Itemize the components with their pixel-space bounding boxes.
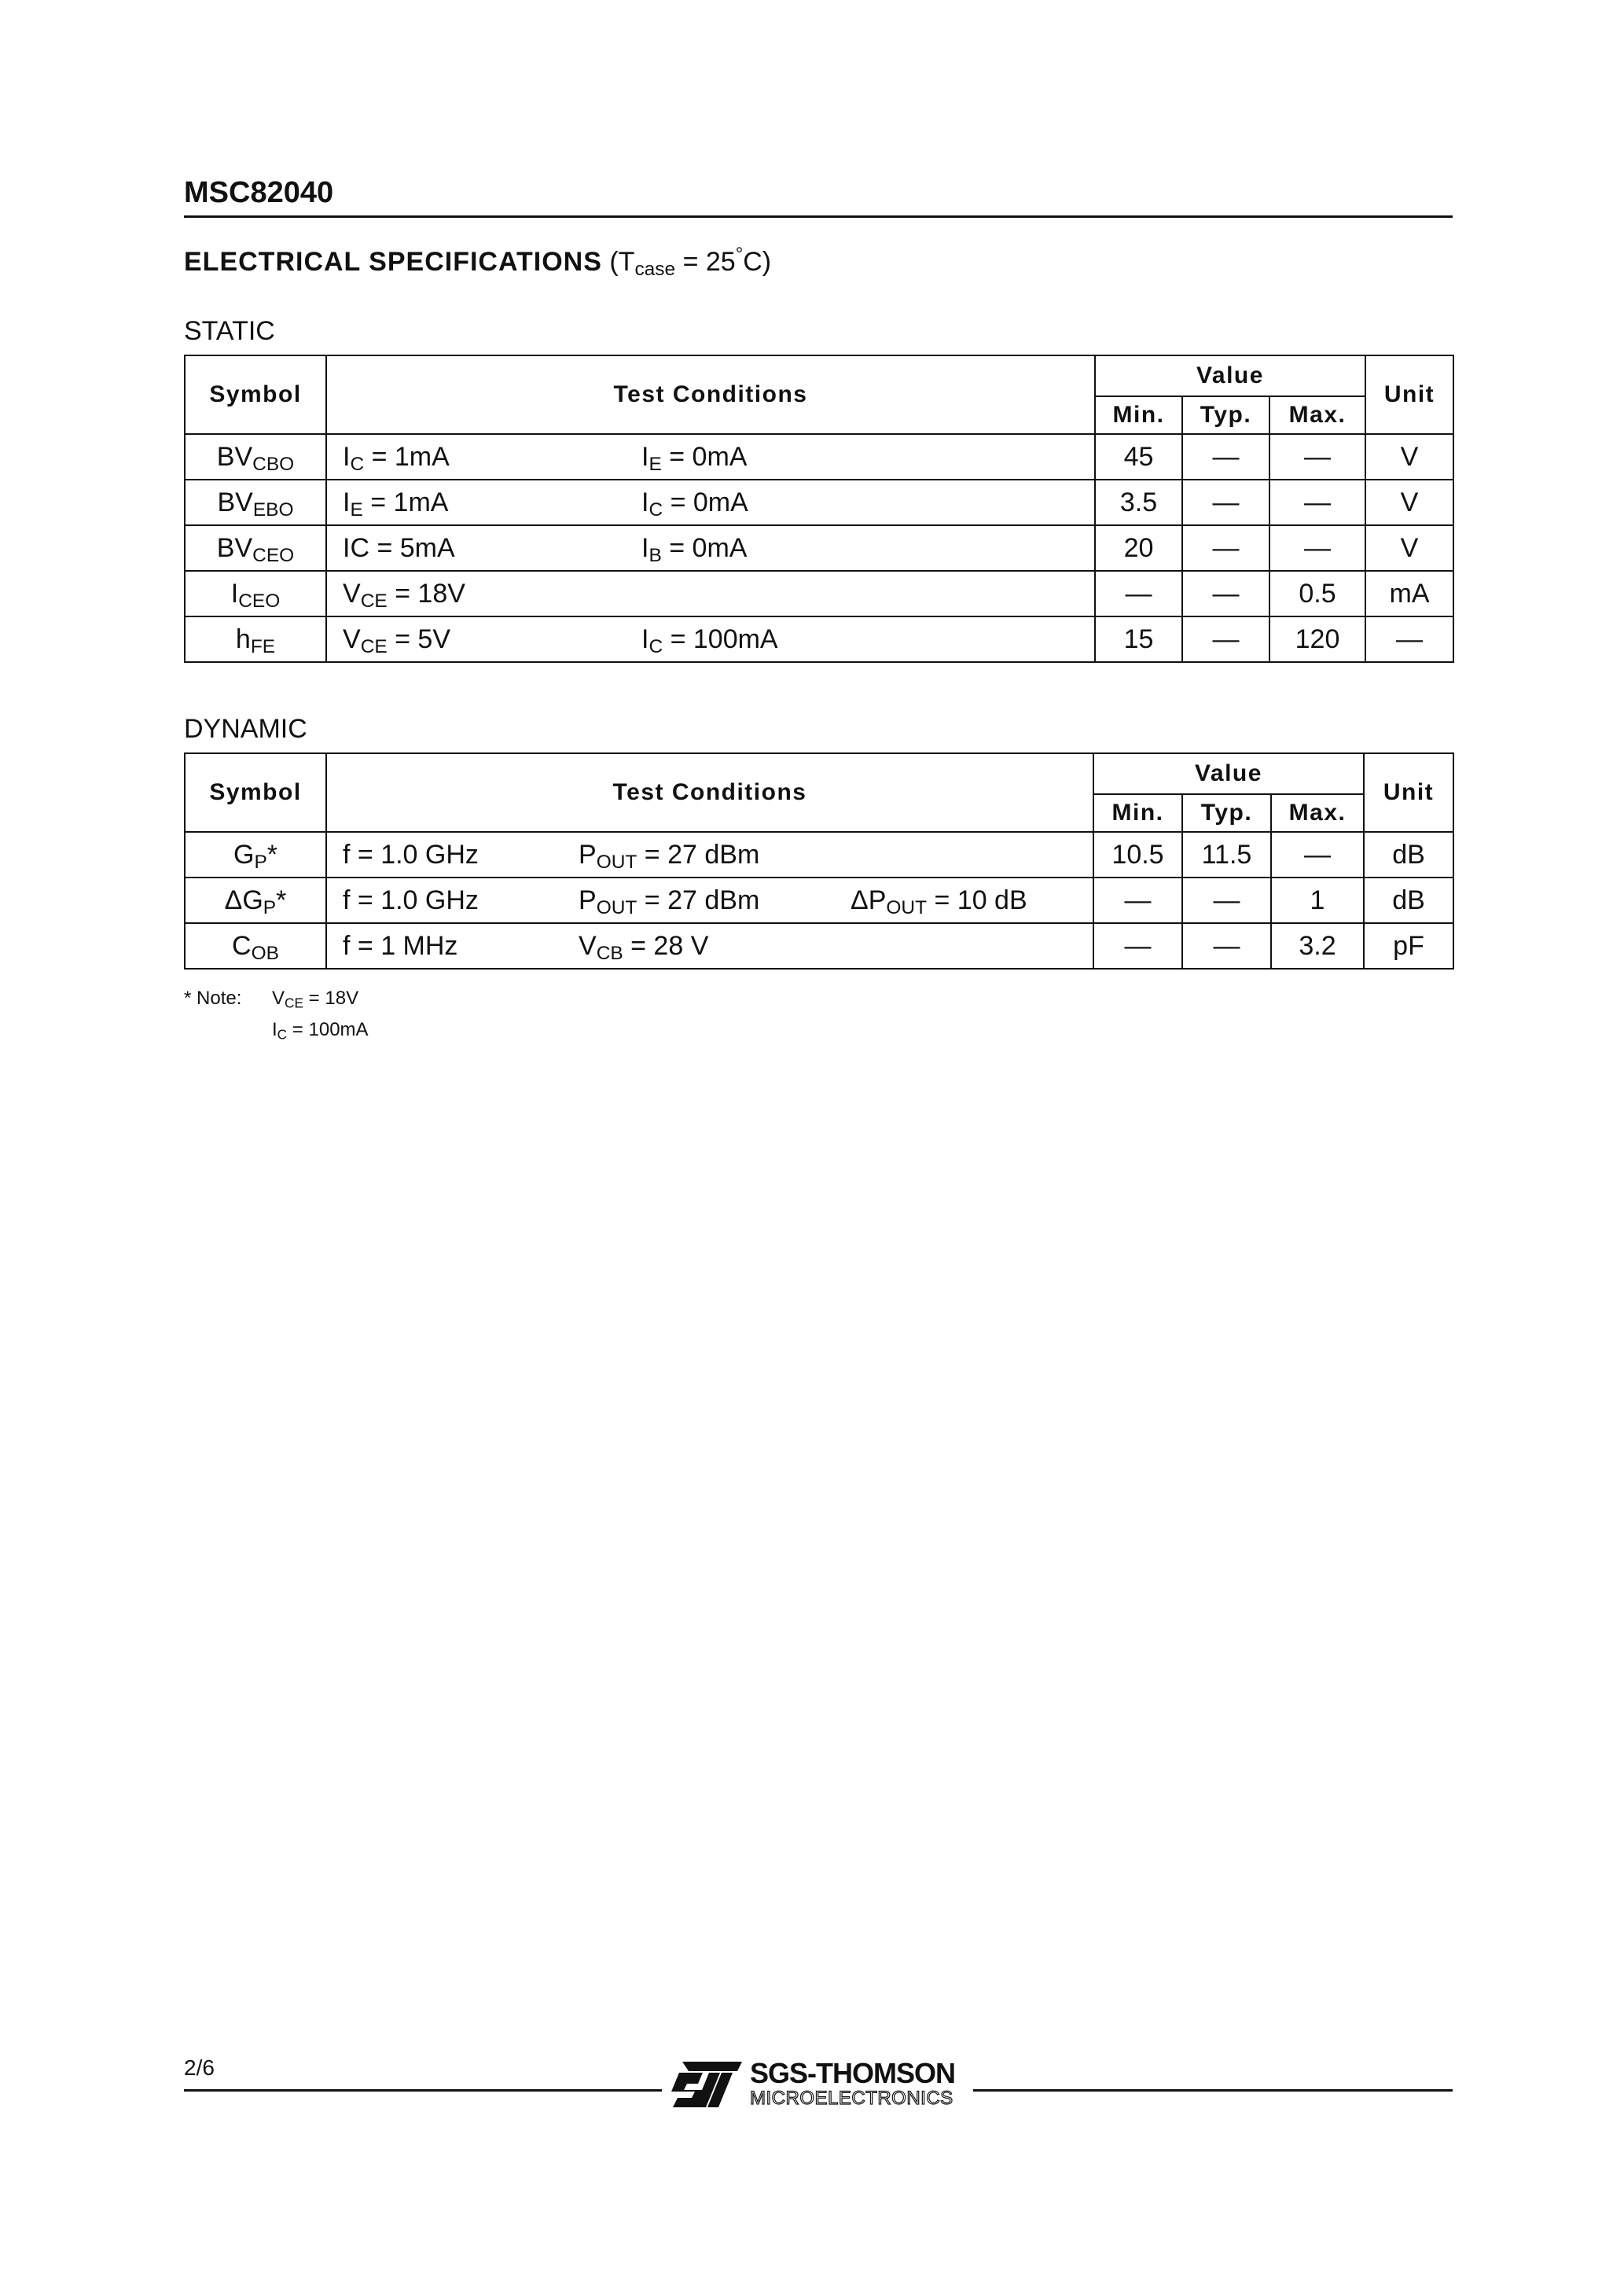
symbol-cell xyxy=(185,525,326,571)
footer-rule-right xyxy=(973,2089,1453,2092)
unit: V xyxy=(1365,434,1453,480)
case-temp-condition: $(T_{case} = 25^\circ C)$ xyxy=(609,243,772,281)
table-row xyxy=(185,878,1453,923)
note-vce: $V_{CE} = 18V$ xyxy=(272,988,359,1011)
value-max: — xyxy=(1271,832,1364,878)
static-spec-table xyxy=(184,355,1454,663)
header-symbol: Symbol xyxy=(185,753,326,832)
symbol: $G_P*$ xyxy=(233,839,277,873)
table-row xyxy=(185,923,1453,969)
test-conditions-cell xyxy=(326,434,1095,480)
unit: V xyxy=(1365,480,1453,525)
value-typ: 11.5 xyxy=(1182,832,1271,878)
header-min: Min. xyxy=(1093,794,1182,832)
test-conditions-cell xyxy=(326,571,1095,616)
header-symbol: Symbol xyxy=(185,355,326,434)
note-ic: $I_C = 100mA$ xyxy=(272,1019,369,1043)
symbol-cell xyxy=(185,832,326,878)
symbol: $BV_{CEO}$ xyxy=(216,532,295,566)
test-conditions-cell xyxy=(326,480,1095,525)
condition-1: $I_C = 1mA$ xyxy=(343,441,450,475)
unit: mA xyxy=(1365,571,1453,616)
value-min: — xyxy=(1093,878,1182,923)
condition-1: $V_{CE} = 18V$ xyxy=(343,578,465,612)
condition-2: $I_B = 0mA$ xyxy=(641,532,748,566)
condition-2: $P_{OUT} = 27$ dBm xyxy=(579,885,760,918)
condition-2: $I_E = 0mA$ xyxy=(641,441,748,475)
symbol-cell xyxy=(185,571,326,616)
header-typ: Typ. xyxy=(1182,396,1269,434)
table-row xyxy=(185,832,1453,878)
symbol-cell xyxy=(185,434,326,480)
condition-1: f = 1.0 GHz xyxy=(343,885,479,915)
unit: dB xyxy=(1364,832,1453,878)
header-max: Max. xyxy=(1271,794,1364,832)
header-unit: Unit xyxy=(1365,355,1453,434)
symbol-cell xyxy=(185,923,326,969)
value-min: 10.5 xyxy=(1093,832,1182,878)
condition-2: $V_{CB} = 28$ V xyxy=(579,930,709,964)
symbol-cell xyxy=(185,616,326,662)
value-typ: — xyxy=(1182,434,1269,480)
dynamic-spec-table xyxy=(184,752,1454,970)
value-max: — xyxy=(1269,434,1365,480)
header-unit: Unit xyxy=(1364,753,1453,832)
header-test-conditions: Test Conditions xyxy=(326,753,1093,832)
test-conditions-cell xyxy=(326,525,1095,571)
symbol: $BV_{CBO}$ xyxy=(216,441,295,475)
brand-subtitle: MICROELECTRONICS xyxy=(750,2088,953,2109)
table-row xyxy=(185,571,1453,616)
test-conditions-cell xyxy=(326,832,1093,878)
table-row xyxy=(185,616,1453,662)
footer-rule-left xyxy=(184,2089,662,2092)
symbol: $I_{CEO}$ xyxy=(230,578,281,612)
header-max: Max. xyxy=(1269,396,1365,434)
value-typ: — xyxy=(1182,480,1269,525)
condition-3: $\Delta P_{OUT} = 10$ dB xyxy=(851,885,1027,918)
unit: pF xyxy=(1364,923,1453,969)
value-max: — xyxy=(1269,480,1365,525)
value-min: — xyxy=(1095,571,1182,616)
symbol-cell xyxy=(185,480,326,525)
symbol-cell xyxy=(185,878,326,923)
page-number: 2/6 xyxy=(184,2055,215,2080)
unit: dB xyxy=(1364,878,1453,923)
value-min: 45 xyxy=(1095,434,1182,480)
symbol: $\Delta G_P*$ xyxy=(224,885,287,918)
footnote xyxy=(184,983,369,1046)
static-section-label: STATIC xyxy=(184,316,275,346)
condition-1: IC = 5mA xyxy=(343,532,455,563)
value-max: — xyxy=(1269,525,1365,571)
brand-name: SGS-THOMSON xyxy=(750,2057,956,2089)
symbol: $C_{OB}$ xyxy=(232,930,279,964)
value-typ: — xyxy=(1182,571,1269,616)
value-max: 120 xyxy=(1269,616,1365,662)
value-typ: — xyxy=(1182,923,1271,969)
header-min: Min. xyxy=(1095,396,1182,434)
header-test-conditions: Test Conditions xyxy=(326,355,1095,434)
value-min: 15 xyxy=(1095,616,1182,662)
value-typ: — xyxy=(1182,878,1271,923)
condition-2: $P_{OUT} = 27$ dBm xyxy=(579,839,760,873)
title-divider xyxy=(184,215,1453,218)
condition-2: $I_C = 0mA$ xyxy=(641,487,748,521)
st-logo-icon xyxy=(671,2060,744,2110)
value-max: 0.5 xyxy=(1269,571,1365,616)
header-typ: Typ. xyxy=(1182,794,1271,832)
unit: V xyxy=(1365,525,1453,571)
header-value: Value xyxy=(1095,355,1365,396)
value-max: 3.2 xyxy=(1271,923,1364,969)
value-min: 3.5 xyxy=(1095,480,1182,525)
table-row xyxy=(185,525,1453,571)
value-typ: — xyxy=(1182,525,1269,571)
unit: — xyxy=(1365,616,1453,662)
value-min: 20 xyxy=(1095,525,1182,571)
condition-1: $V_{CE} = 5V$ xyxy=(343,624,451,657)
condition-1: f = 1 MHz xyxy=(343,930,458,961)
test-conditions-cell xyxy=(326,923,1093,969)
table-row xyxy=(185,434,1453,480)
section-heading xyxy=(184,243,772,281)
dynamic-section-label: DYNAMIC xyxy=(184,714,307,744)
value-max: 1 xyxy=(1271,878,1364,923)
test-conditions-cell xyxy=(326,616,1095,662)
condition-2: $I_C = 100mA$ xyxy=(641,624,778,657)
symbol: $h_{FE}$ xyxy=(235,624,276,657)
test-conditions-cell xyxy=(326,878,1093,923)
value-min: — xyxy=(1093,923,1182,969)
section-title: ELECTRICAL SPECIFICATIONS xyxy=(184,247,602,277)
note-label: * Note: xyxy=(184,988,242,1009)
condition-1: $I_E = 1mA$ xyxy=(343,487,449,521)
condition-1: f = 1.0 GHz xyxy=(343,839,479,870)
table-row xyxy=(185,480,1453,525)
value-typ: — xyxy=(1182,616,1269,662)
brand-logo xyxy=(671,2059,964,2112)
header-value: Value xyxy=(1093,753,1364,794)
part-number-title: MSC82040 xyxy=(184,176,334,209)
symbol: $BV_{EBO}$ xyxy=(217,487,294,521)
